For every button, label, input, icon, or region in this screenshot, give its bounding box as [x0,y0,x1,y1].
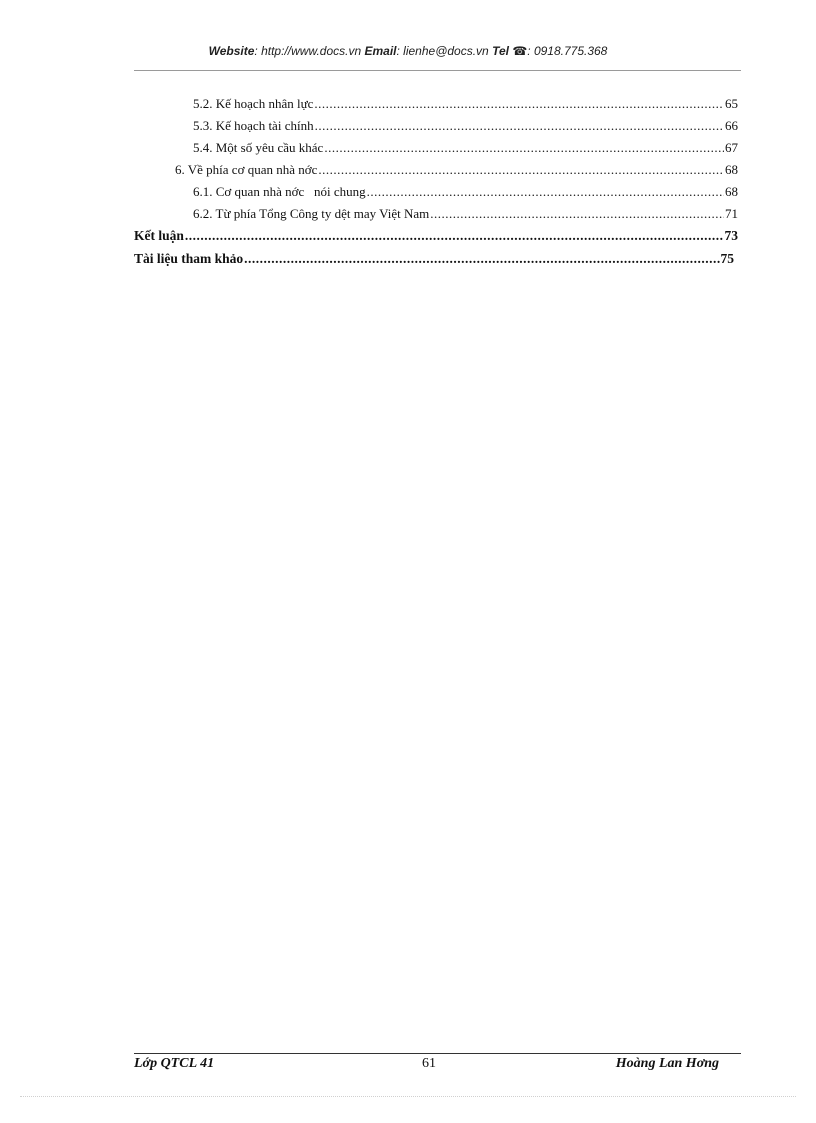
toc-entry-6[interactable] [175,162,738,182]
toc-entry-ket-luan[interactable] [134,228,738,248]
email-value: : lienhe@docs.vn [396,44,489,58]
toc-entry-5-2[interactable] [193,96,738,116]
phone-icon: ☎ [512,44,528,58]
toc-entry-title: 5.3. Kế hoạch tài chính [193,118,314,133]
email-label: Email [364,44,397,58]
page-header [0,44,816,58]
website-label: Website [208,44,255,58]
toc-entry-page: 75 [720,251,734,266]
toc-entry-5-3[interactable] [193,118,738,138]
page-edge-rule [20,1096,796,1097]
toc-entry-page: 66 [725,118,738,133]
toc-entry-title: 6.2. Từ phía Tổng Công ty dệt may Việt Nam [193,206,430,221]
toc-entry-tai-lieu[interactable] [134,251,734,271]
toc-entry-page: 73 [724,228,738,243]
toc-entry-6-2[interactable] [193,206,738,226]
footer-author: Hoàng Lan Hơng [615,1056,719,1071]
toc-entry-5-4[interactable] [193,140,738,160]
page-footer [134,1056,741,1076]
toc-entry-title: 6.1. Cơ quan nhà nớc nói chung [193,184,366,199]
toc-entry-title: 5.2. Kế hoạch nhân lực [193,96,314,111]
toc-leader [324,140,724,156]
website-value: : http://www.docs.vn [254,44,362,58]
toc-entry-page: 65 [725,96,738,111]
footer-class: Lớp QTCL 41 [134,1056,215,1071]
header-rule [134,70,741,71]
toc-entry-title: Kết luận [134,228,184,243]
tel-label: Tel [492,44,509,58]
toc-entry-title: Tài liệu tham khảo [134,251,244,266]
toc-leader [315,118,724,134]
tel-value: : 0918.775.368 [527,44,608,58]
toc-leader [185,228,724,244]
toc-entry-6-1[interactable] [193,184,738,204]
toc-entry-page: 71 [725,206,738,221]
toc-entry-page: 68 [725,162,738,177]
toc-entry-title: 5.4. Một số yêu cầu khác [193,140,324,155]
toc-entry-title: 6. Về phía cơ quan nhà nớc [175,162,318,177]
toc-leader [318,162,724,178]
toc-leader [244,251,719,267]
toc-entry-page: 68 [725,184,738,199]
toc-leader [430,206,724,222]
toc-leader [314,96,724,112]
toc-entry-page: 67 [725,140,738,155]
footer-page-number: 61 [422,1056,436,1071]
footer-rule [134,1053,741,1054]
toc-leader [367,184,724,200]
